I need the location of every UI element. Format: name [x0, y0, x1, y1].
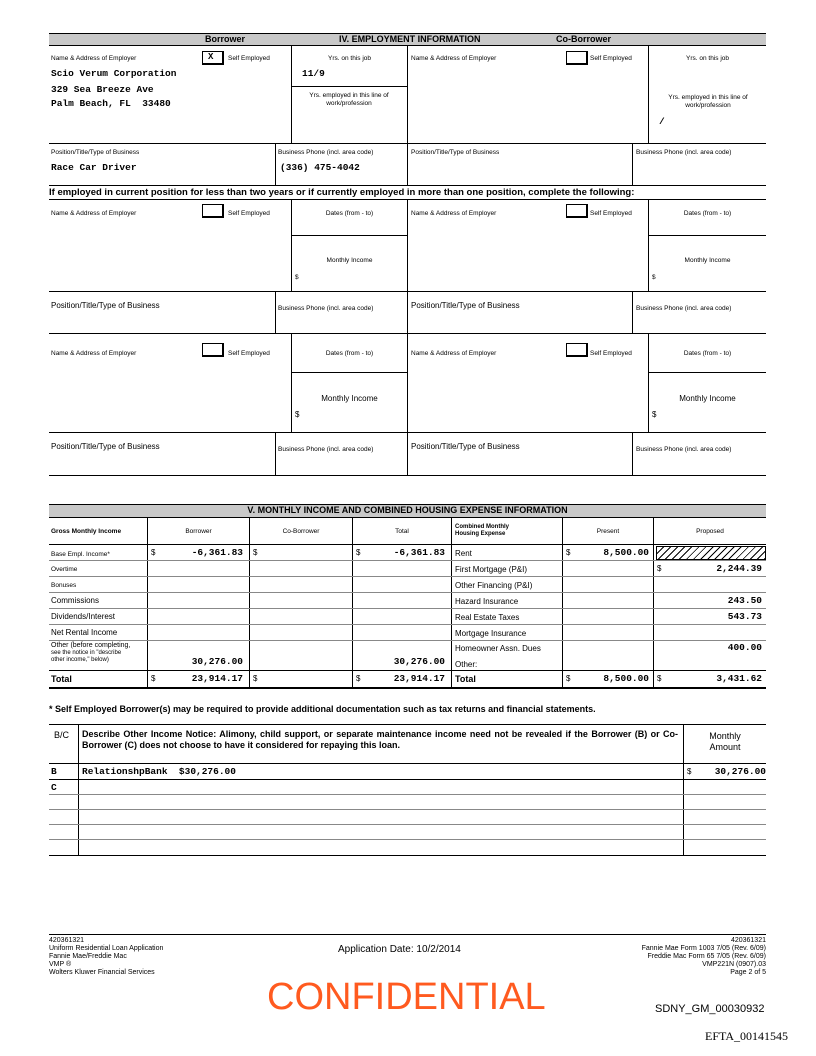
- footer-right: [560, 937, 766, 977]
- other-income-label-2: see the notice in "describe: [51, 650, 122, 656]
- b3-phone-label: Business Phone (incl. area code): [278, 446, 374, 453]
- base-income-label: Base Empl. Income*: [51, 551, 110, 558]
- hoa-label: Homeowner Assn. Dues: [455, 644, 541, 653]
- b3-name-address-label: Name & Address of Employer: [51, 350, 137, 357]
- b2-name-address-label: Name & Address of Employer: [51, 210, 137, 217]
- b3-monthly-income-label: Monthly Income: [321, 394, 378, 403]
- footer-right-line1: 420361321: [730, 937, 766, 944]
- net-rental-label: Net Rental Income: [51, 628, 118, 637]
- c1-yrs-in-line-label: Yrs. employed in this line of work/profession: [668, 94, 748, 109]
- total-borrower-value: 23,914.17: [191, 673, 243, 684]
- section-iv-title: IV. EMPLOYMENT INFORMATION: [339, 34, 481, 44]
- rent-present-dollar: $: [566, 548, 571, 557]
- b2-self-employed-label: Self Employed: [228, 210, 270, 217]
- c1-yrs-on-job-label: Yrs. on this job: [686, 55, 729, 62]
- monthly-amount-header-2: Amount: [709, 742, 741, 752]
- c3-name-address-label: Name & Address of Employer: [411, 350, 497, 357]
- base-borrower-value: -6,361.83: [191, 547, 243, 558]
- b1-employer-street: 329 Sea Breeze Ave: [51, 84, 154, 95]
- base-total-dollar: $: [356, 548, 361, 557]
- self-employed-note: * Self Employed Borrower(s) may be required to provide additional documentation such as tax returns and financial statements.: [49, 704, 596, 714]
- expense-total-label: Total: [455, 674, 476, 684]
- hoa-proposed-value: 400.00: [727, 642, 762, 653]
- c1-yrs-in-line-value: /: [659, 116, 665, 127]
- employment-notice: If employed in current position for less than two years or if currently employed in more than one position, complete the following:: [49, 187, 635, 198]
- c1-name-address-label: Name & Address of Employer: [411, 55, 497, 62]
- other-income-row1-desc: RelationshpBank $30,276.00: [82, 766, 236, 777]
- b1-self-employed-label: Self Employed: [228, 55, 270, 62]
- other-expense-label: Other:: [455, 660, 478, 669]
- c1-position-label: Position/Title/Type of Business: [411, 149, 500, 156]
- b1-phone-label: Business Phone (incl. area code): [278, 149, 374, 156]
- b1-position-label: Position/Title/Type of Business: [51, 149, 140, 156]
- footer-left-line2: Uniform Residential Loan Application: [49, 945, 164, 952]
- section-v-title: V. MONTHLY INCOME AND COMBINED HOUSING EXPENSE INFORMATION: [247, 505, 568, 515]
- bates-number: SDNY_GM_00030932: [655, 1003, 765, 1015]
- base-borrower-dollar: $: [151, 548, 156, 557]
- base-coborrower-dollar: $: [253, 548, 258, 557]
- borrower-header-label: Borrower: [205, 34, 246, 44]
- c2-phone-label: Business Phone (incl. area code): [636, 305, 732, 312]
- b2-dollar: $: [295, 274, 299, 281]
- taxes-label: Real Estate Taxes: [455, 613, 520, 622]
- b1-yrs-on-job-label: Yrs. on this job: [328, 55, 371, 62]
- c2-self-employed-label: Self Employed: [590, 210, 632, 217]
- c3-position-label: Position/Title/Type of Business: [411, 442, 520, 451]
- total-proposed-value: 3,431.62: [716, 673, 762, 684]
- b1-name-address-label: Name & Address of Employer: [51, 55, 137, 62]
- b2-position-label: Position/Title/Type of Business: [51, 301, 160, 310]
- dividends-label: Dividends/Interest: [51, 612, 116, 621]
- c2-name-address-label: Name & Address of Employer: [411, 210, 497, 217]
- c3-monthly-income-label: Monthly Income: [679, 394, 736, 403]
- footer-left-line1: 420361321: [49, 937, 85, 944]
- c2-position-label: Position/Title/Type of Business: [411, 301, 520, 310]
- rent-label: Rent: [455, 549, 472, 558]
- taxes-proposed-value: 543.73: [727, 611, 762, 622]
- b1-phone-value: (336) 475-4042: [280, 162, 360, 173]
- base-total-value: -6,361.83: [393, 547, 445, 558]
- b2-phone-label: Business Phone (incl. area code): [278, 305, 374, 312]
- mortgage-insurance-label: Mortgage Insurance: [455, 629, 527, 638]
- efta-number: EFTA_00141545: [705, 1029, 789, 1043]
- b1-position-value: Race Car Driver: [51, 162, 137, 173]
- combined-housing-header-2: Housing Expense: [455, 531, 506, 537]
- b1-yrs-on-job-value: 11/9: [302, 68, 325, 79]
- c3-self-employed-label: Self Employed: [590, 350, 632, 357]
- monthly-amount-header-1: Monthly: [709, 731, 741, 741]
- b1-employer-name: Scio Verum Corporation: [51, 68, 177, 79]
- c2-monthly-income-label: Monthly Income: [684, 257, 731, 264]
- describe-other-income-header: Describe Other Income Notice: Alimony, child support, or separate maintenance income need not be revealed if the Borrower (B) or Co-Borrower (C) does not choose to have it considered for repaying this loan.: [82, 729, 678, 750]
- b1-yrs-in-line-label: Yrs. employed in this line of work/profession: [309, 92, 389, 107]
- first-mortgage-label: First Mortgage (P&I): [455, 565, 528, 574]
- other-financing-label: Other Financing (P&I): [455, 581, 533, 590]
- total-coborrower-dollar: $: [253, 674, 258, 683]
- total-present-value: 8,500.00: [603, 673, 649, 684]
- b2-monthly-income-label: Monthly Income: [326, 257, 373, 264]
- b3-dates-label: Dates (from - to): [325, 350, 374, 357]
- bonuses-label: Bonuses: [51, 582, 77, 589]
- mortgage-proposed-dollar: $: [657, 564, 662, 573]
- c3-self-employed-checkbox[interactable]: [566, 343, 588, 357]
- b2-dates-label: Dates (from - to): [325, 210, 374, 217]
- c2-self-employed-checkbox[interactable]: [566, 204, 588, 218]
- footer-left-line5: Wolters Kluwer Financial Services: [49, 969, 155, 976]
- total-total-value: 23,914.17: [393, 673, 445, 684]
- footer-right-line3: Freddie Mac Form 65 7/05 (Rev. 6/09): [647, 953, 766, 960]
- c3-dollar: $: [652, 410, 657, 419]
- gross-income-header: Gross Monthly Income: [51, 528, 122, 535]
- c1-self-employed-label: Self Employed: [590, 55, 632, 62]
- total-proposed-dollar: $: [657, 674, 662, 683]
- total-col-header: Total: [395, 528, 409, 535]
- footer-right-line5: Page 2 of 5: [730, 969, 766, 976]
- c3-dates-label: Dates (from - to): [683, 350, 732, 357]
- other-income-label-3: other income," below): [51, 657, 109, 663]
- combined-housing-header-1: Combined Monthly: [455, 524, 509, 530]
- proposed-col-header: Proposed: [696, 528, 724, 535]
- total-total-dollar: $: [356, 674, 361, 683]
- total-present-dollar: $: [566, 674, 571, 683]
- bc-header: B/C: [54, 730, 70, 740]
- other-borrower-value: 30,276.00: [191, 656, 243, 667]
- b2-self-employed-checkbox[interactable]: [202, 204, 224, 218]
- b3-self-employed-checkbox[interactable]: [202, 343, 224, 357]
- borrower-col-header: Borrower: [185, 528, 212, 535]
- footer-right-line2: Fannie Mae Form 1003 7/05 (Rev. 6/09): [641, 945, 766, 952]
- other-total-value: 30,276.00: [393, 656, 445, 667]
- hazard-proposed-value: 243.50: [727, 595, 762, 606]
- footer-left-line4: VMP ®: [49, 961, 72, 968]
- section-v-header: [49, 504, 766, 518]
- other-income-row1-dollar: $: [687, 767, 692, 776]
- first-mortgage-proposed-value: 2,244.39: [716, 563, 762, 574]
- b3-position-label: Position/Title/Type of Business: [51, 442, 160, 451]
- other-income-row2-bc: C: [51, 782, 57, 793]
- other-income-label-1: Other (before completing,: [51, 642, 131, 649]
- overtime-label: Overtime: [51, 566, 78, 573]
- rent-present-value: 8,500.00: [603, 547, 649, 558]
- income-total-label: Total: [51, 674, 72, 684]
- coborrower-header-label: Co-Borrower: [556, 34, 612, 44]
- c3-phone-label: Business Phone (incl. area code): [636, 446, 732, 453]
- b1-employer-city: Palm Beach, FL 33480: [51, 98, 171, 109]
- c2-dollar: $: [652, 274, 656, 281]
- b1-self-employed-mark: X: [208, 52, 214, 62]
- c1-phone-label: Business Phone (incl. area code): [636, 149, 732, 156]
- footer-left-line3: Fannie Mae/Freddie Mac: [49, 953, 127, 960]
- b3-self-employed-label: Self Employed: [228, 350, 270, 357]
- present-col-header: Present: [596, 528, 620, 535]
- footer-left: [49, 937, 163, 977]
- b3-dollar: $: [295, 410, 300, 419]
- other-income-row1-bc: B: [51, 766, 57, 777]
- other-income-row1-amount: 30,276.00: [714, 766, 766, 777]
- c2-dates-label: Dates (from - to): [683, 210, 732, 217]
- b1-self-employed-checkbox[interactable]: [202, 51, 224, 65]
- commissions-label: Commissions: [51, 596, 100, 605]
- footer-right-line4: VMP221N (0907).03: [702, 961, 766, 968]
- rent-proposed-hatch: [656, 546, 766, 560]
- total-borrower-dollar: $: [151, 674, 156, 683]
- hazard-label: Hazard Insurance: [455, 597, 519, 606]
- c1-self-employed-checkbox[interactable]: [566, 51, 588, 65]
- coborrower-col-header: Co-Borrower: [282, 528, 320, 535]
- confidential-stamp: CONFIDENTIAL: [267, 976, 546, 1018]
- application-date: Application Date: 10/2/2014: [338, 944, 461, 955]
